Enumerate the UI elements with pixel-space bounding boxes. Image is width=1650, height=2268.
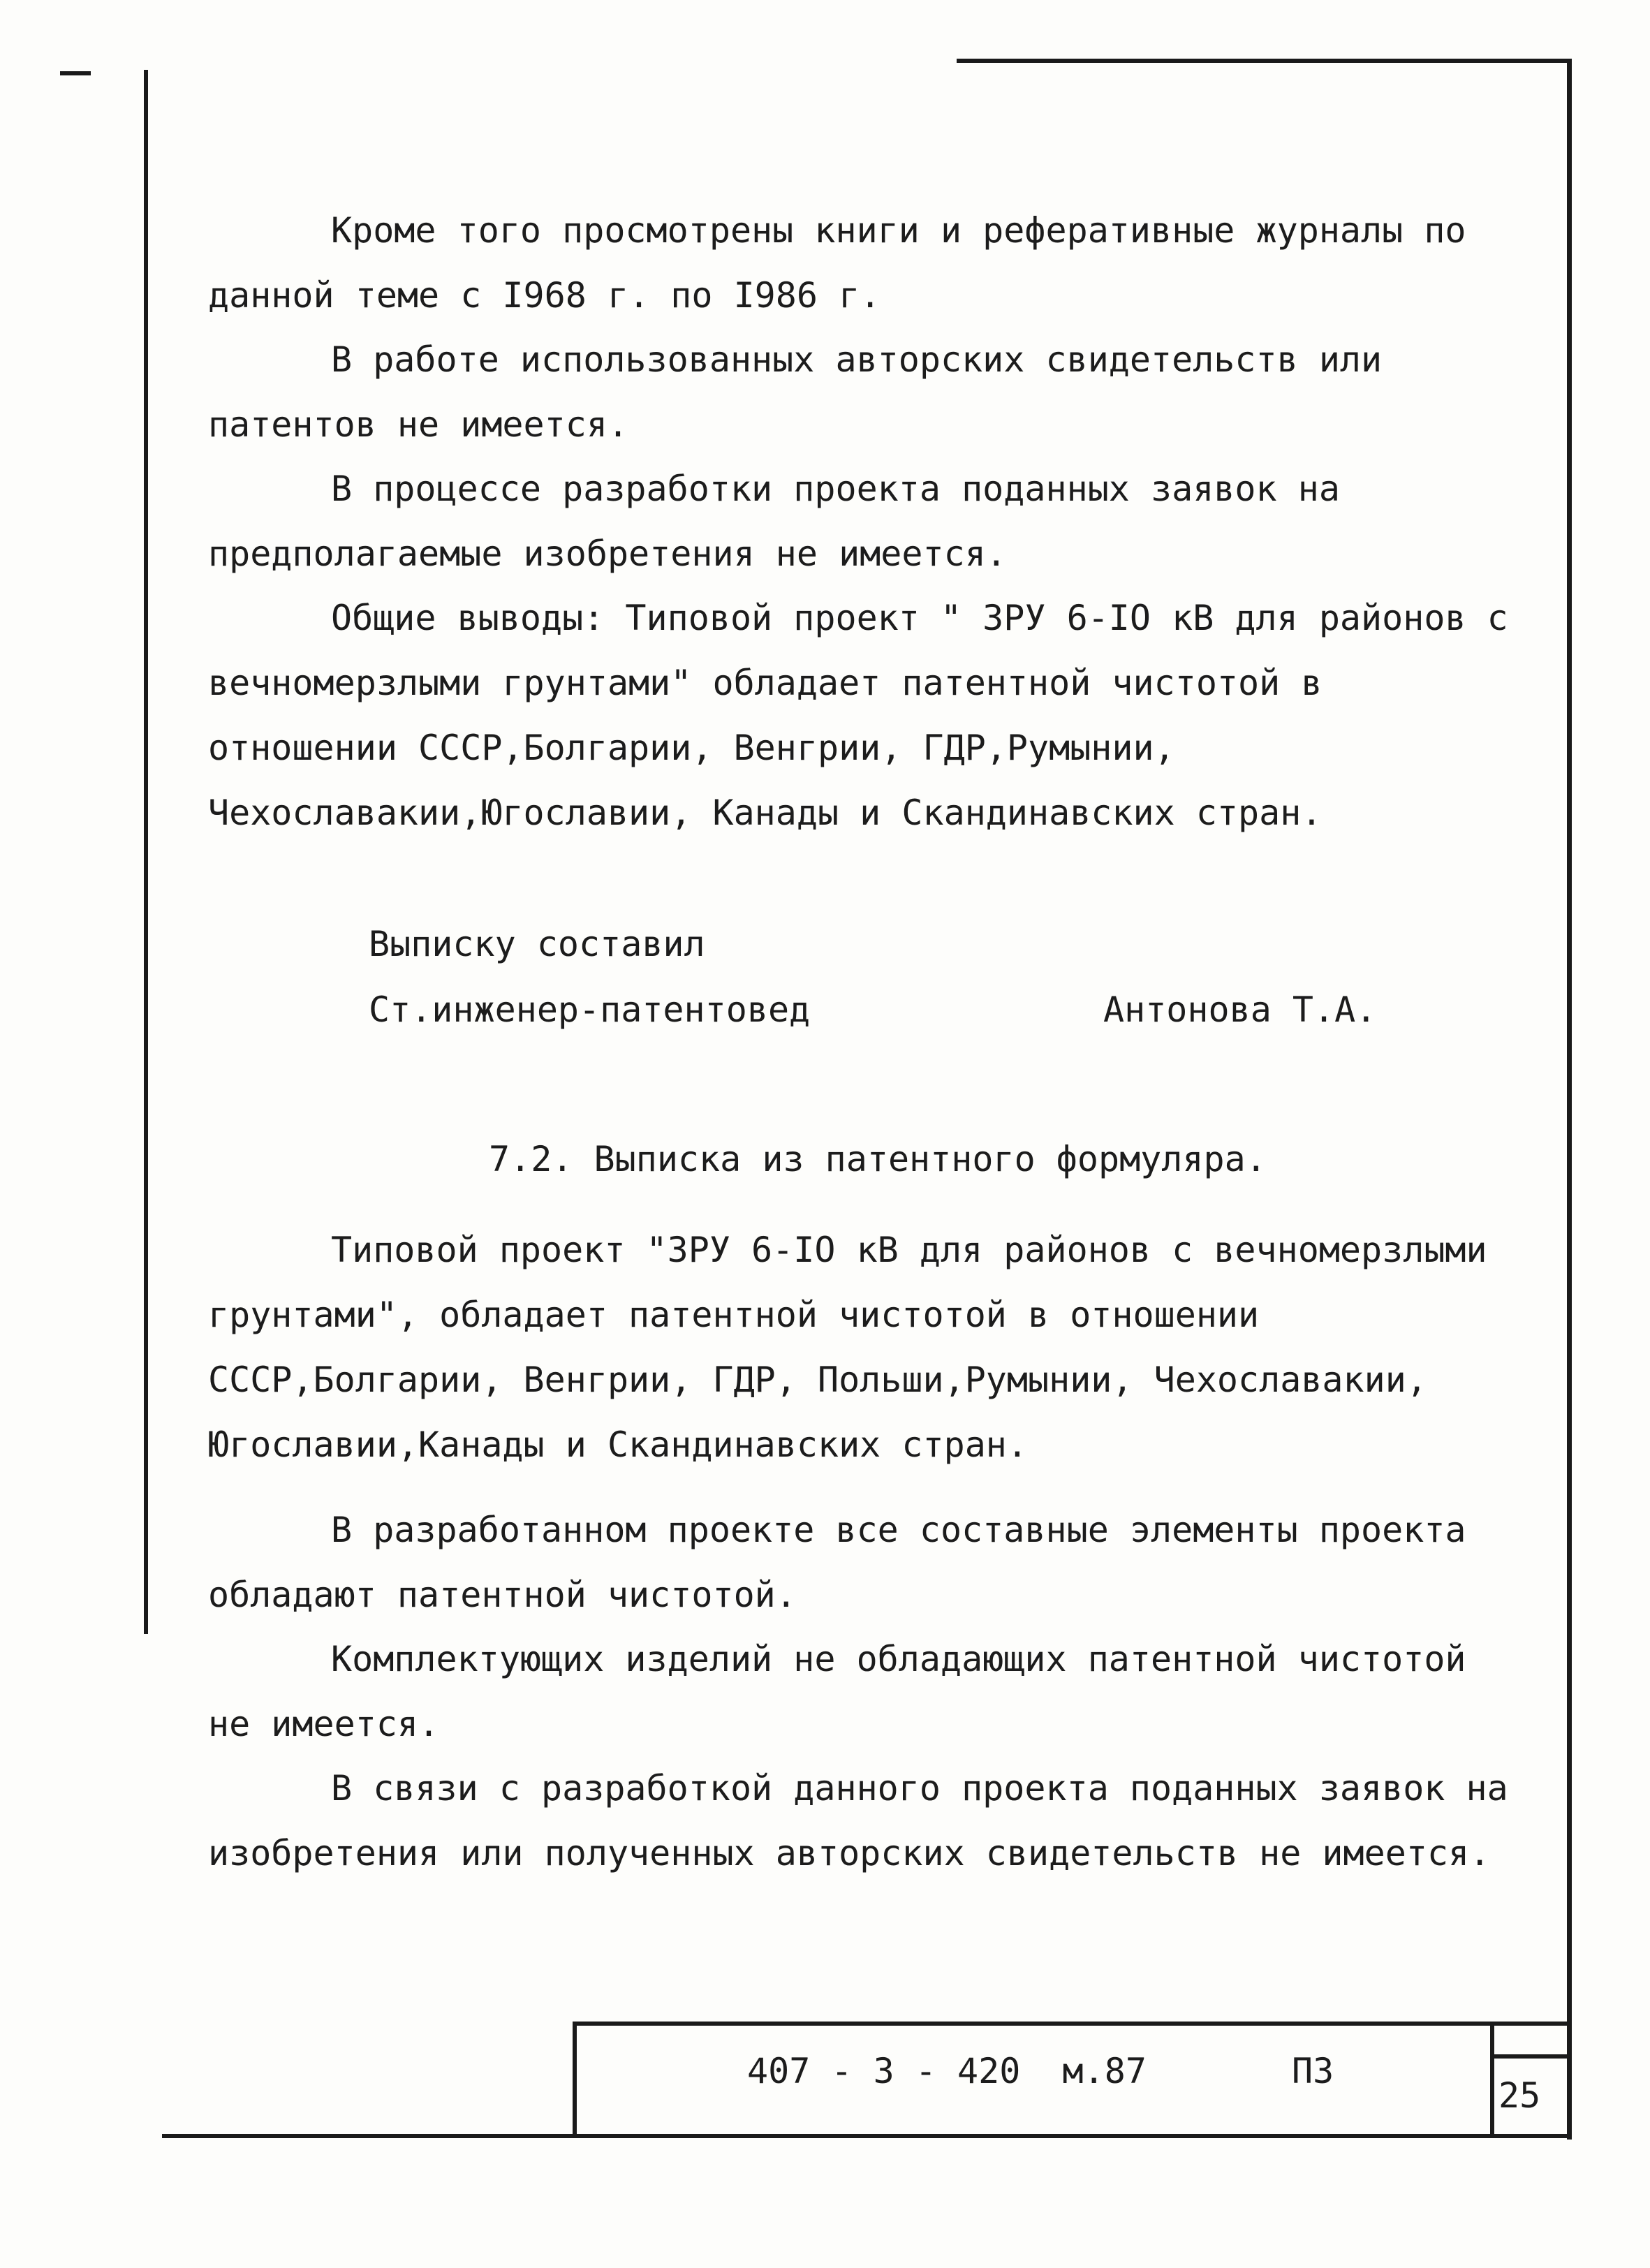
- paragraph-used-inventions: В работе использованных авторских свидетельств или патентов не имеется.: [208, 339, 1383, 445]
- signature-label: Выписку составил: [369, 924, 705, 964]
- sheet-number: 25: [1498, 2075, 1541, 2116]
- signature-name: Антонова Т.А.: [1103, 989, 1377, 1030]
- section-paragraph-clearance: Типовой проект "ЗРУ 6-IO кВ для районов с вечномерзлыми грунтами", обладает патентной чистотой в отношении СССР,Болгарии, Венгрии, ГДР, Польши,Румынии, Чехославакии, Югославии,Канады и Скандинавских стран.: [208, 1230, 1487, 1465]
- paragraph-search-scope: Кроме того просмотрены книги и реферативные журналы по данной теме с I968 г. по I986 г.: [208, 210, 1466, 316]
- frame-top-border: [957, 59, 1571, 63]
- section-heading: 7.2. Выписка из патентного формуляра.: [489, 1139, 1267, 1179]
- title-block-code: 407 - 3 - 420 м.87: [747, 2051, 1147, 2091]
- section-paragraph-applications: В связи с разработкой данного проекта поданных заявок на изобретения или полученных авторских свидетельств не имеется.: [208, 1768, 1508, 1873]
- paragraph-applications: В процессе разработки проекта поданных заявок на предполагаемые изобретения не имеется.: [208, 469, 1340, 574]
- margin-dash: [60, 71, 91, 75]
- frame-left-border: [144, 70, 148, 1634]
- section-paragraph-components: Комплектующих изделий не обладающих патентной чистотой не имеется.: [208, 1639, 1466, 1744]
- sheet-divider: [1490, 2022, 1494, 2056]
- signature-role: Ст.инженер-патентовед: [369, 989, 811, 1030]
- frame-right-border: [1567, 59, 1572, 2140]
- paragraph-conclusions: Общие выводы: Типовой проект " ЗРУ 6-IO кВ для районов с вечномерзлыми грунтами" обладает патентной чистотой в отношении СССР,Болгарии, Венгрии, ГДР,Румынии, Чехославакии,Югославии, Канады и Скандинавских стран.: [208, 598, 1508, 833]
- section-paragraph-elements: В разработанном проекте все составные элементы проекта обладают патентной чистотой.: [208, 1510, 1466, 1615]
- title-block-doc-type: ПЗ: [1292, 2051, 1334, 2091]
